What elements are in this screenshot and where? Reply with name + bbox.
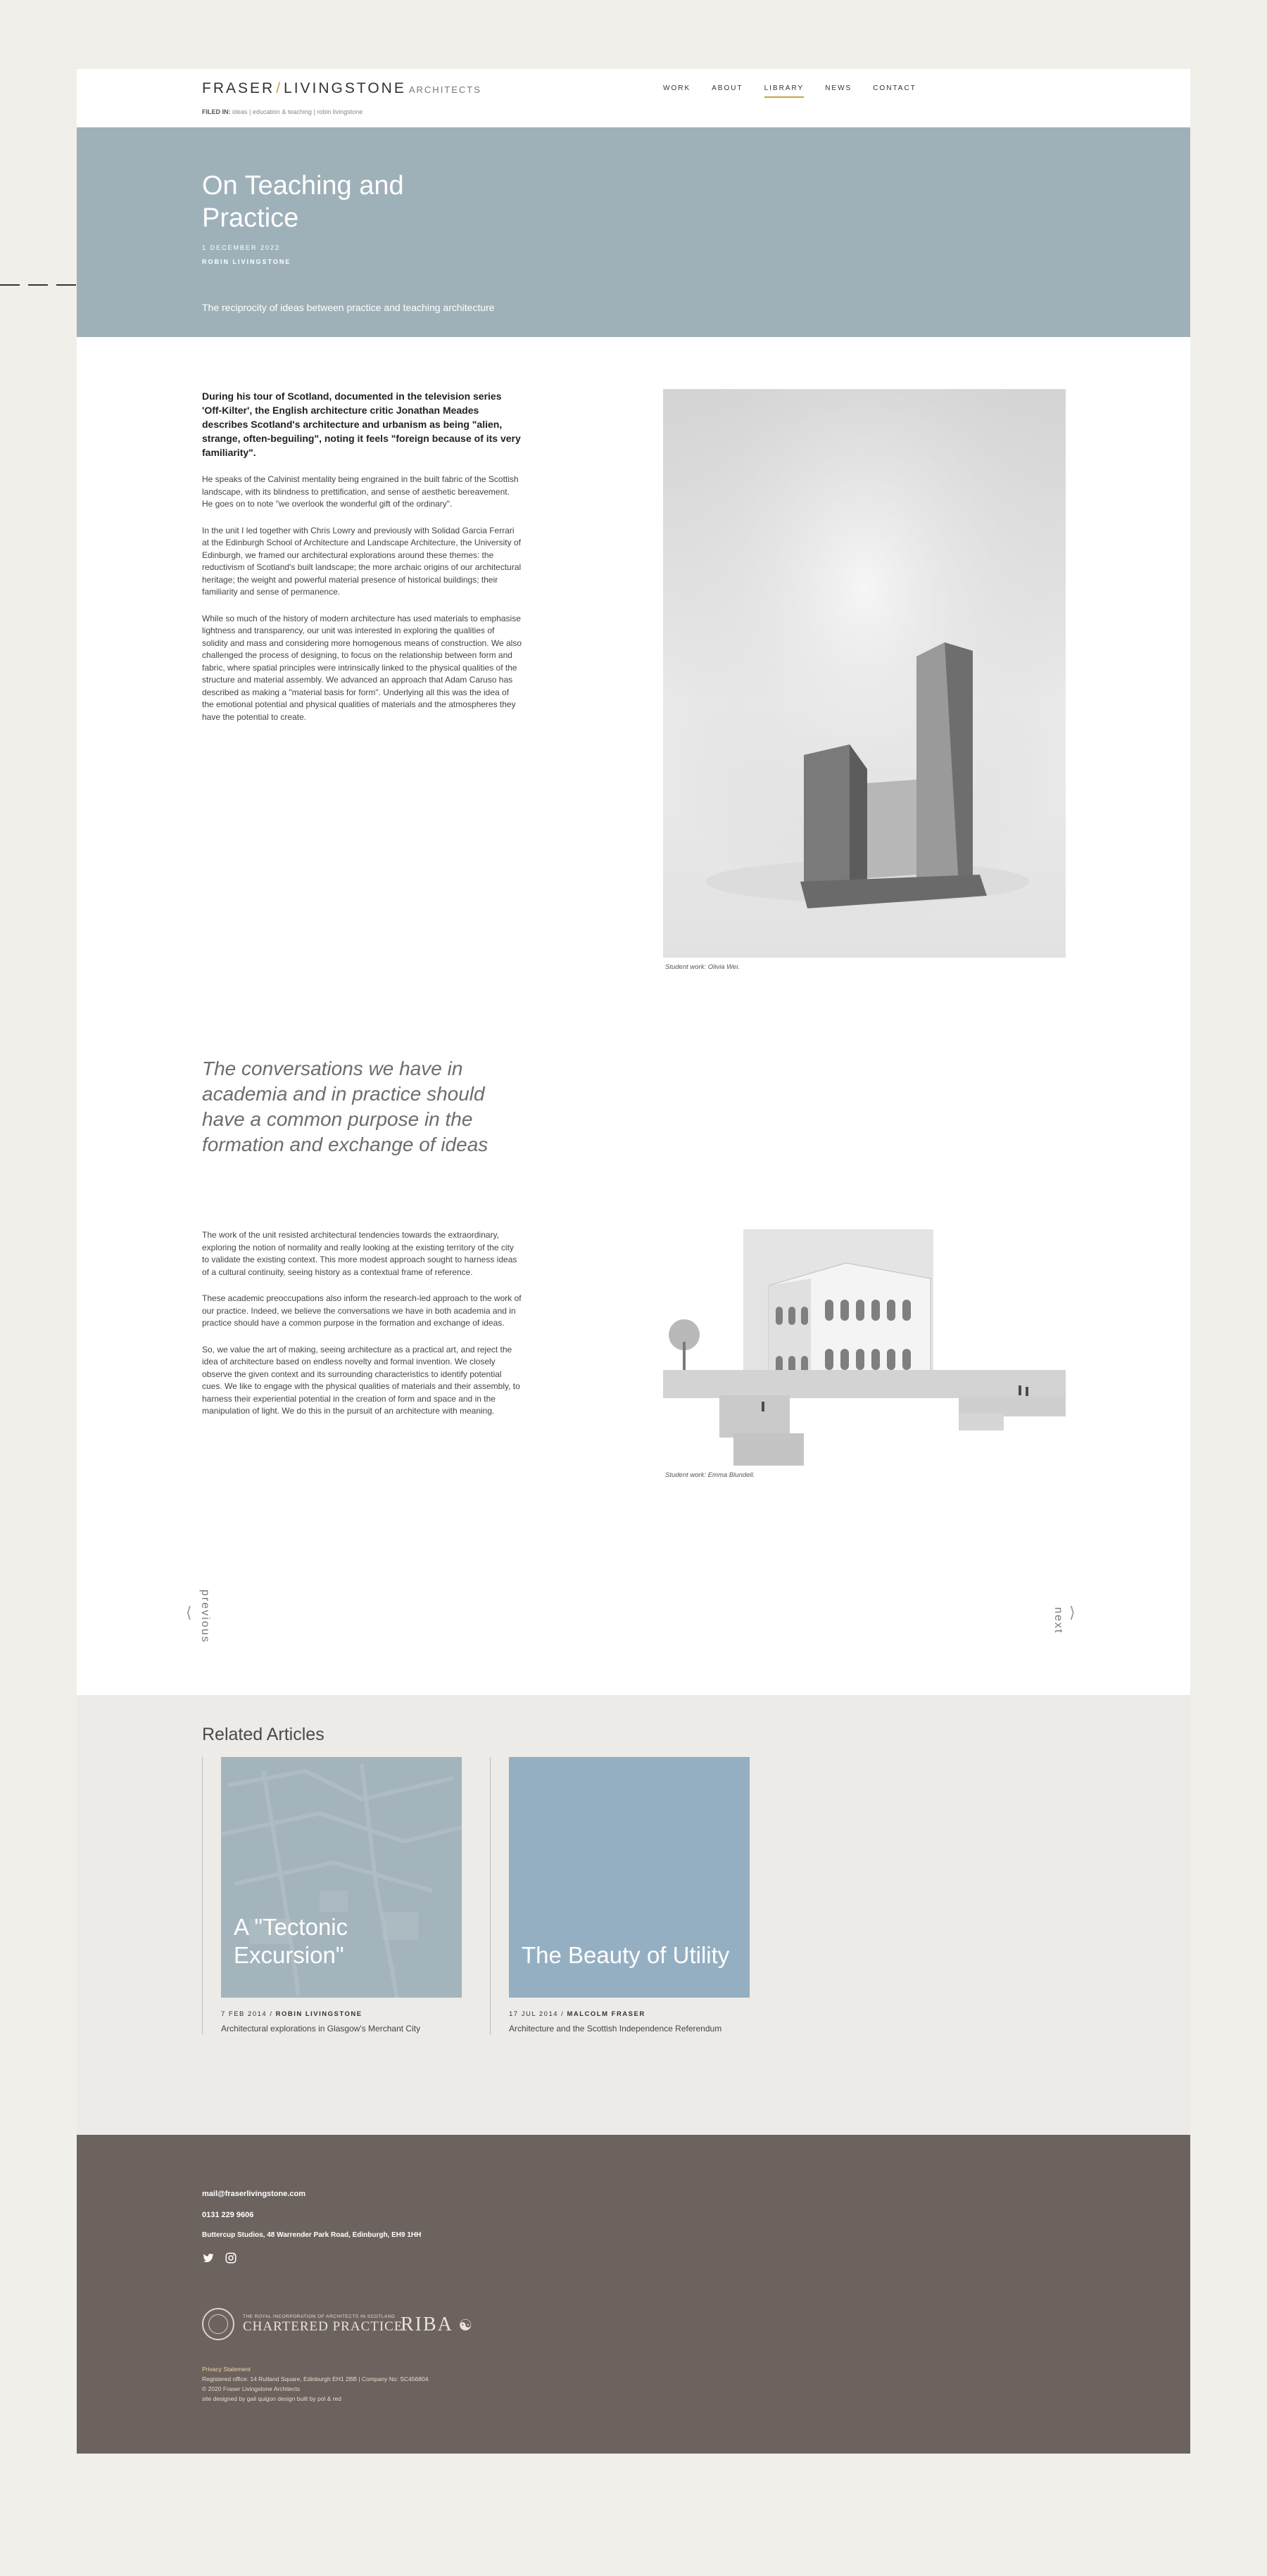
related-card-desc: Architectural explorations in Glasgow's Merchant City: [221, 2024, 421, 2033]
logo-suffix: ARCHITECTS: [408, 84, 481, 95]
logo-slash: /: [276, 80, 283, 96]
figure-caption: Student work: Olivia Wei.: [665, 963, 740, 971]
instagram-icon[interactable]: [225, 2252, 237, 2264]
riba-text: RIBA: [401, 2314, 453, 2335]
related-card-author[interactable]: ROBIN LIVINGSTONE: [275, 2010, 363, 2018]
charter-text: [243, 2314, 403, 2335]
main-nav: [663, 84, 938, 98]
previous-link[interactable]: previous: [199, 1590, 211, 1644]
nav-library[interactable]: LIBRARY: [764, 84, 805, 98]
body-paragraph: So, we value the art of making, seeing architecture as a practical art, and reject the idea of architecture based on endless novelty and formal invention. We closely observe the given context and its surrounding characteristics to identify potential cues. We like to engage with the physical qualities of materials and their assembly, to harness their experiential potential in the creation of form and space and in the manipulation of light. We do this in the pursuit of an architecture with meaning.: [202, 1344, 520, 1416]
rias-seal-icon: [202, 2308, 234, 2340]
filed-in: [202, 108, 363, 115]
nav-about[interactable]: ABOUT: [712, 84, 743, 92]
lead-paragraph: During his tour of Scotland, documented in the television series 'Off-Kilter', the English architecture critic Jonathan Meades describes Scotland's architecture and urbanism as being "alien, strange, often-beguiling", noting it feels "foreign because of its very familiarity".: [202, 391, 521, 458]
related-card[interactable]: [490, 1757, 750, 2035]
logo-part2: LIVINGSTONE: [284, 80, 406, 96]
privacy-link[interactable]: Privacy Statement: [202, 2366, 251, 2373]
copyright: © 2020 Fraser Livingstone Architects: [202, 2385, 301, 2392]
charter-big-text: CHARTERED PRACTICE: [243, 2318, 403, 2334]
footer-phone[interactable]: 0131 229 9606: [202, 2211, 254, 2219]
article-body: [77, 337, 1190, 1695]
related-heading: Related Articles: [202, 1725, 324, 1744]
body-paragraph: The work of the unit resisted architectural tendencies towards the extraordinary, exploring the notion of normality and really looking at the existing territory of the city to validate the existing context. This more modest approach sought to harness ideas of a cultural continuity, seeing history as a contextual frame of reference.: [202, 1230, 517, 1277]
footer-address: Buttercup Studios, 48 Warrender Park Road, Edinburgh, EH9 1HH: [202, 2231, 422, 2239]
related-card-image[interactable]: [509, 1757, 750, 1998]
related-card-meta: [509, 2010, 750, 2018]
body-paragraph: In the unit I led together with Chris Lowry and previously with Solidad Garcia Ferrari at the Edinburgh School of Architecture and Landscape Architecture, the University of Edinburgh, we framed our architectural explorations around these themes: the reductivism of Scotland's built landscape; the more archaic origins of our architectural heritage; the weight and powerful material presence of historical buildings; their familiarity and sense of permanence.: [202, 525, 522, 597]
related-card[interactable]: [202, 1757, 462, 2035]
related-card-date: 7 FEB 2014: [221, 2010, 267, 2018]
filed-label: FILED IN:: [202, 108, 231, 115]
related-card-image[interactable]: [221, 1757, 462, 1998]
meta-separator: /: [270, 2010, 273, 2018]
student-building-image[interactable]: [663, 1229, 1066, 1466]
filed-value[interactable]: ideas | education & teaching | robin livingstone: [232, 108, 363, 115]
meta-separator: /: [561, 2010, 565, 2018]
article-subtitle: The reciprocity of ideas between practice and teaching architecture: [202, 302, 495, 313]
body-paragraph: These academic preoccupations also inform the research-led approach to the work of our practice. Indeed, we believe the conversations we have in both academia and in practice should have a common purpose in the formation and exchange of ideas.: [202, 1293, 522, 1328]
figure-caption: Student work: Emma Blundell.: [665, 1471, 755, 1479]
student-model-image[interactable]: [663, 389, 1066, 958]
body-paragraph: He speaks of the Calvinist mentality being engrained in the built fabric of the Scottish landscape, with its blindness to prettification, and sense of aesthetic bereavement. He goes on to note "we overlook the wonderful gift of the ordinary".: [202, 474, 519, 509]
article-date: 1 DECEMBER 2022: [202, 244, 281, 251]
site-credit[interactable]: site designed by gail quigon design built by pol & red: [202, 2395, 341, 2402]
text-column-2: [202, 1229, 522, 1418]
pull-quote: The conversations we have in academia and in practice should have a common purpose in the formation and exchange of ideas: [202, 1058, 488, 1155]
nav-work[interactable]: WORK: [663, 84, 691, 92]
registered-office: Registered office: 14 Rutland Square, Edinburgh EH1 2BB | Company No: SC456804: [202, 2375, 429, 2383]
charter-small-text: THE ROYAL INCORPORATION OF ARCHITECTS IN SCOTLAND: [243, 2314, 396, 2319]
social-links: [202, 2252, 237, 2264]
related-card-meta: [221, 2010, 462, 2018]
related-articles: [77, 1695, 1190, 2135]
body-paragraph: While so much of the history of modern architecture has used materials to emphasise lightness and transparency, our unit was interested in exploring the qualities of solidity and mass and considering more homogenous means of construction. We also challenged the process of designing, to focus on the relationship between form and fabric, where spatial principles were intrinsically linked to the physical qualities of the structure and material assembly. We advanced an approach that Adam Caruso has described as making a "material basis for form". Underlying all this was the idea of the emotional potential and physical qualities of materials and the atmospheres they have the potential to create.: [202, 613, 522, 722]
twitter-icon[interactable]: [202, 2252, 215, 2264]
site-header: [77, 69, 1190, 127]
page: [77, 69, 1190, 2454]
related-card-title: The Beauty of Utility: [522, 1942, 730, 1968]
footer-email[interactable]: mail@fraserlivingstone.com: [202, 2190, 306, 2198]
next-link[interactable]: next: [1052, 1607, 1064, 1635]
site-footer: [77, 2135, 1190, 2454]
nav-news[interactable]: NEWS: [825, 84, 852, 92]
logo-part1: FRASER: [202, 80, 275, 96]
related-card-title: A "Tectonic Excursion": [234, 1914, 348, 1968]
riba-emblem-icon: ☯: [458, 2316, 474, 2334]
next-chevron-icon[interactable]: ⟩: [1069, 1604, 1076, 1621]
previous-chevron-icon[interactable]: ⟨: [186, 1604, 192, 1621]
charter-logo[interactable]: [202, 2308, 403, 2340]
page-title: On Teaching and Practice: [202, 171, 404, 233]
riba-logo[interactable]: [401, 2314, 474, 2336]
related-card-desc: Architecture and the Scottish Independence Referendum: [509, 2024, 722, 2033]
nav-contact[interactable]: CONTACT: [873, 84, 916, 92]
related-card-author[interactable]: MALCOLM FRASER: [567, 2010, 645, 2018]
logo[interactable]: [202, 80, 481, 97]
article-hero: [77, 127, 1190, 337]
article-author[interactable]: ROBIN LIVINGSTONE: [202, 258, 291, 265]
text-column-1: [202, 389, 522, 723]
related-card-date: 17 JUL 2014: [509, 2010, 559, 2018]
